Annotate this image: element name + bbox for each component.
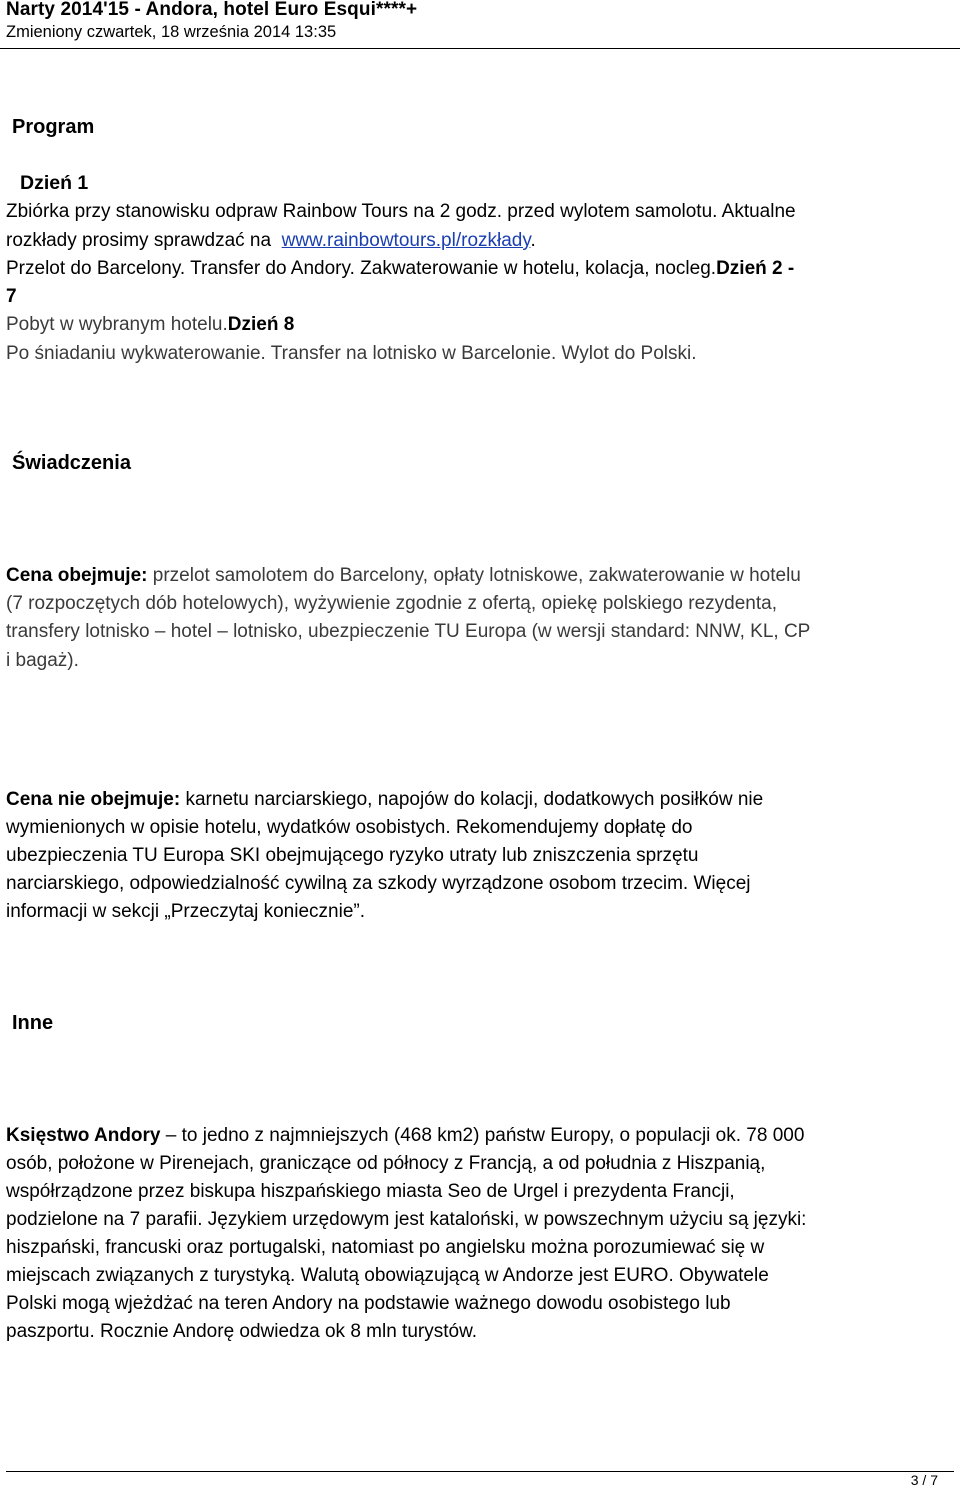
page-number: 3 / 7: [910, 1472, 938, 1488]
includes-line: (7 rozpoczętych dób hotelowych), wyżywienie zgodnie z ofertą, opiekę polskiego rezydenta,: [6, 593, 777, 614]
includes-line: [6, 566, 801, 585]
inne-line: podzielone na 7 parafii. Językiem urzędowym jest kataloński, w powszechnym użyciu są języki:: [6, 1209, 807, 1230]
header-divider: [0, 48, 960, 49]
inne-line: współrządzone przez biskupa hiszpańskiego miasta Seo de Urgel i prezydenta Francji,: [6, 1181, 735, 1202]
program-text: Przelot do Barcelony. Transfer do Andory. Zakwaterowanie w hotelu, kolacja, nocleg.: [6, 258, 717, 279]
program-line: [6, 259, 794, 278]
inne-line: paszportu. Rocznie Andorę odwiedza ok 8 mln turystów.: [6, 1321, 478, 1342]
footer-divider: [6, 1471, 954, 1472]
day-2-7-title: Dzień 2 -: [716, 258, 795, 279]
inne-line: miejscach związanych z turystyką. Walutą obowiązującą w Andorze jest EURO. Obywatele: [6, 1265, 769, 1286]
program-text: .: [530, 230, 536, 251]
program-line: [6, 315, 294, 334]
program-line: [6, 231, 536, 250]
excludes-line: wymienionych w opisie hotelu, wydatków osobistych. Rekomendujemy dopłatę do: [6, 817, 693, 838]
program-text: rozkłady prosimy sprawdzać na: [6, 230, 272, 251]
includes-text: przelot samolotem do Barcelony, opłaty lotniskowe, zakwaterowanie w hotelu: [152, 565, 801, 586]
inne-line: Polski mogą wjeżdżać na teren Andory na podstawie ważnego dowodu osobistego lub: [6, 1293, 731, 1314]
inne-text: – to jedno z najmniejszych (468 km2) państw Europy, o populacji ok. 78 000: [165, 1125, 805, 1146]
excludes-line: [6, 790, 763, 809]
day-8-title: Dzień 8: [227, 314, 295, 335]
day-2-7-title-cont: 7: [6, 286, 17, 307]
day-1-title: Dzień 1: [20, 172, 89, 194]
inne-line: hiszpański, francuski oraz portugalski, natomiast po angielsku można porozumiewać się w: [6, 1237, 765, 1258]
program-line: Po śniadaniu wykwaterowanie. Transfer na lotnisko w Barcelonie. Wylot do Polski.: [6, 343, 697, 364]
inne-line: osób, położone w Pirenejach, graniczące od północy z Francją, a od południa z Hiszpanią,: [6, 1153, 766, 1174]
excludes-line: narciarskiego, odpowiedzialność cywilną za szkody wyrządzone osobom trzecim. Więcej: [6, 873, 751, 894]
program-heading: Program: [12, 116, 95, 138]
swiadczenia-heading: Świadczenia: [12, 452, 131, 474]
document-title: Narty 2014'15 - Andora, hotel Euro Esqui****+: [6, 0, 418, 20]
includes-line: transfery lotnisko – hotel – lotnisko, ubezpieczenie TU Europa (w wersji standard: NNW, KL, CP: [6, 621, 811, 642]
modified-date: Zmieniony czwartek, 18 września 2014 13:35: [6, 23, 337, 41]
includes-line: i bagaż).: [6, 650, 79, 671]
excludes-label: Cena nie obejmuje:: [6, 789, 181, 810]
includes-label: Cena obejmuje:: [6, 565, 148, 586]
inne-line: [6, 1126, 804, 1145]
excludes-line: ubezpieczenia TU Europa SKI obejmującego ryzyko utraty lub zniszczenia sprzętu: [6, 845, 699, 866]
schedule-link[interactable]: www.rainbowtours.pl/rozkłady: [281, 230, 531, 251]
excludes-line: informacji w sekcji „Przeczytaj koniecznie”.: [6, 901, 365, 922]
inne-lead: Księstwo Andory: [6, 1125, 161, 1146]
program-text: Pobyt w wybranym hotelu.: [6, 314, 228, 335]
program-line: Zbiórka przy stanowisku odpraw Rainbow Tours na 2 godz. przed wylotem samolotu. Aktualne: [6, 201, 796, 222]
inne-heading: Inne: [12, 1012, 54, 1034]
excludes-text: karnetu narciarskiego, napojów do kolacji, dodatkowych posiłków nie: [185, 789, 764, 810]
